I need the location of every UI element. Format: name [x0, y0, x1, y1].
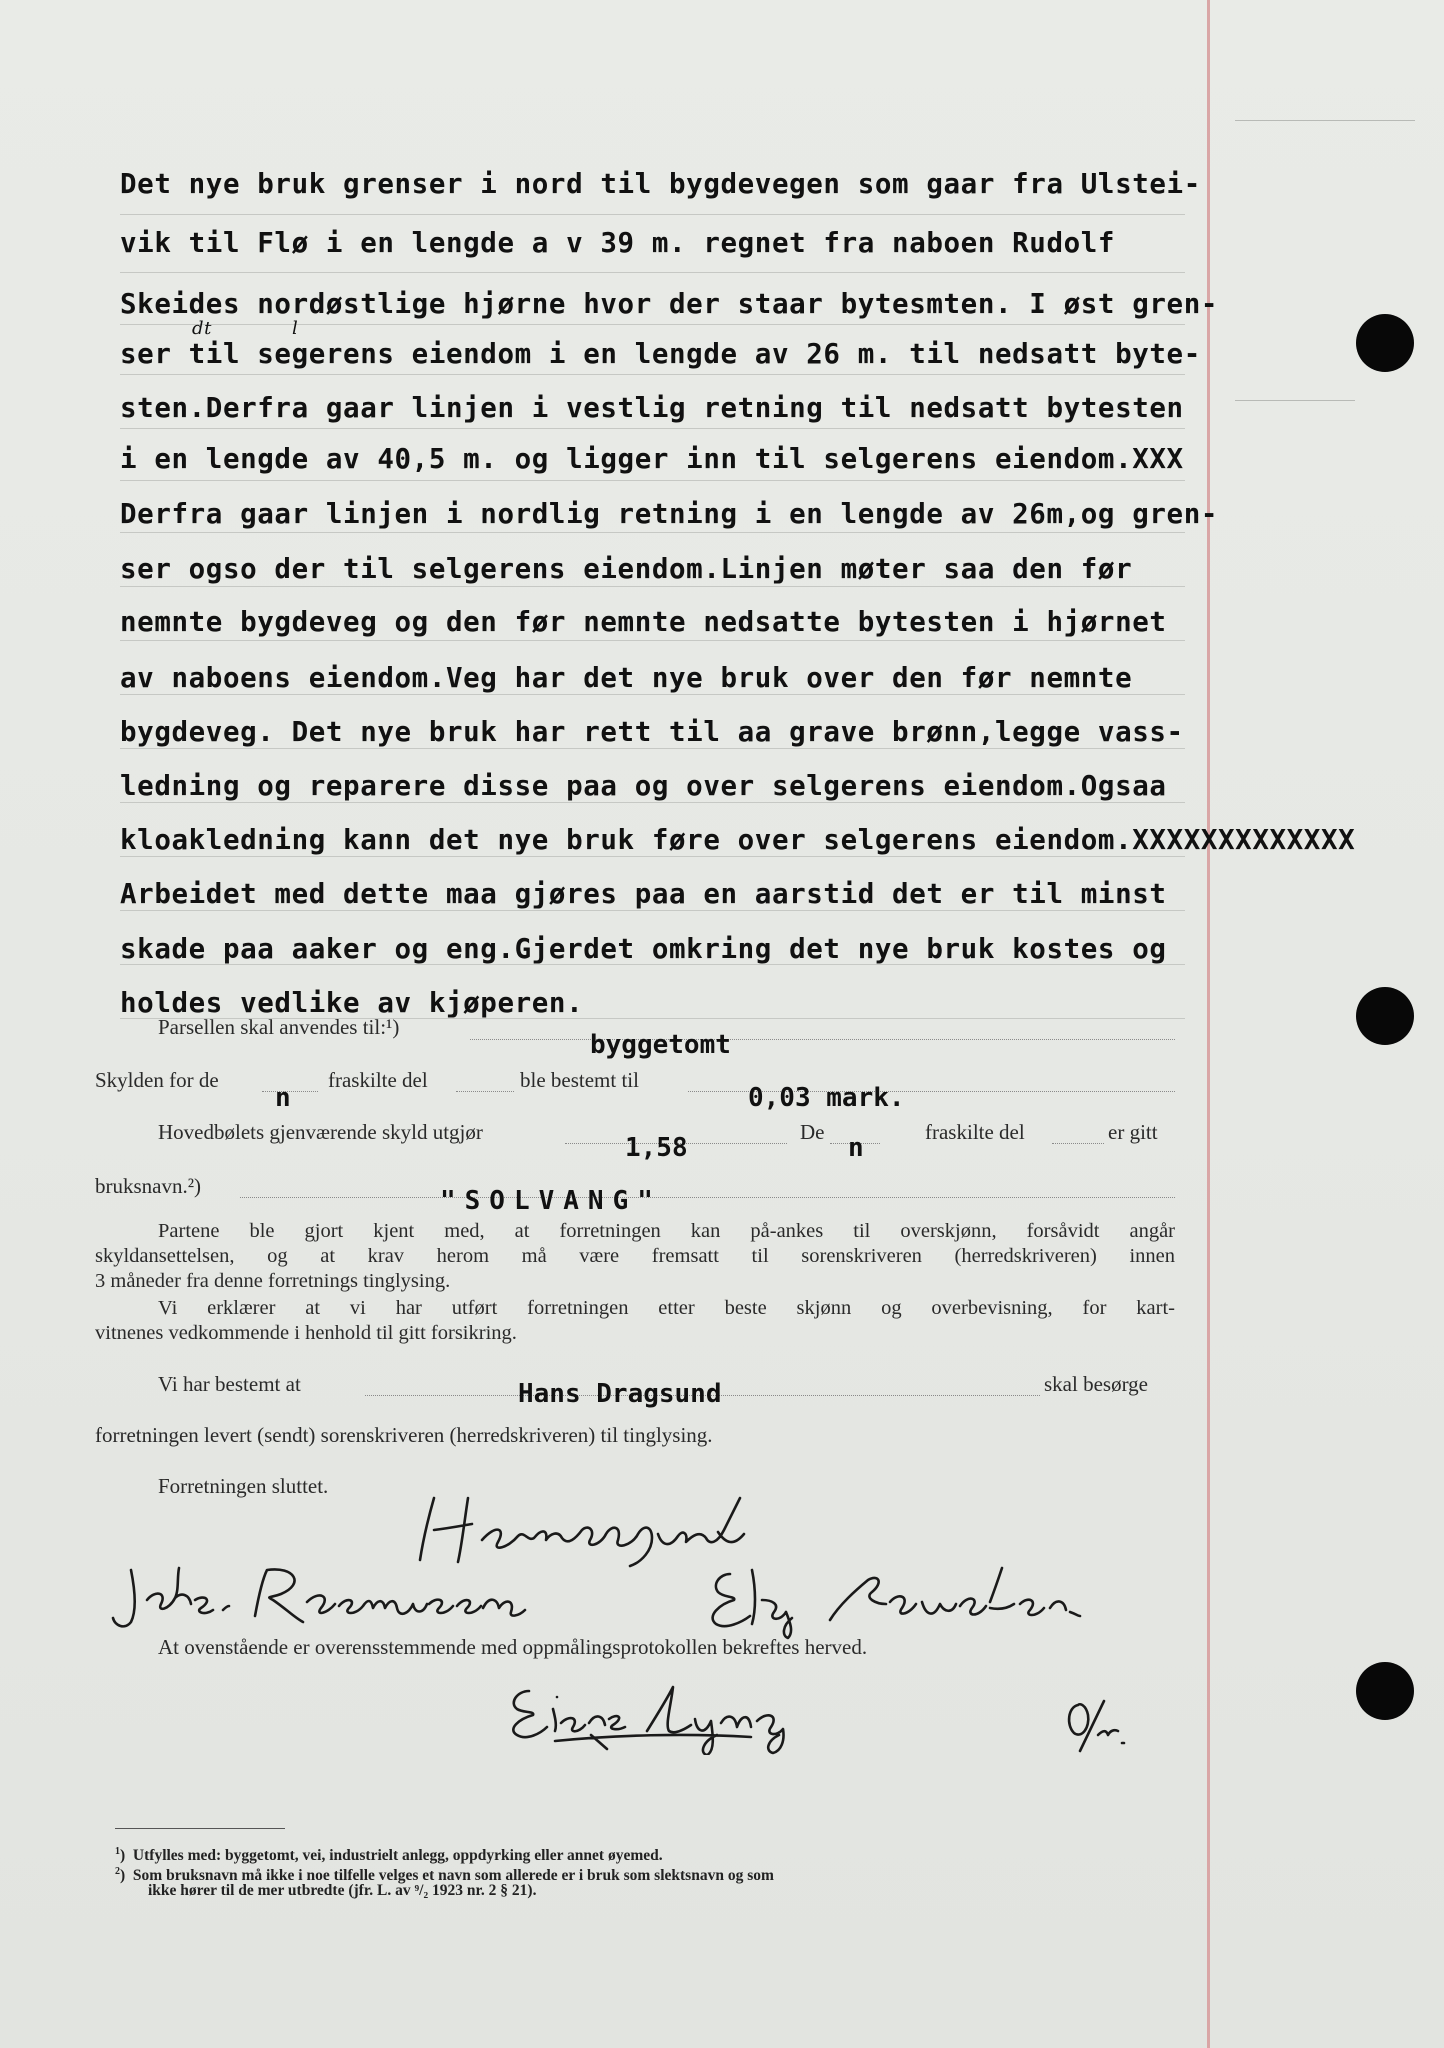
- paragraph-line: 3 måneder fra denne forretnings tinglysing.: [95, 1270, 451, 1292]
- hoved-fraskilte: fraskilte del: [925, 1120, 1025, 1144]
- bestemt-value: Hans Dragsund: [518, 1379, 722, 1409]
- corner-print-mark: [1235, 400, 1355, 415]
- deed-line: ledning og reparere disse paa og over selgerens eiendom.Ogsaa: [120, 770, 1167, 802]
- bruksnavn-value: "SOLVANG": [440, 1186, 662, 1216]
- skylden-n: n: [275, 1083, 291, 1113]
- skylden-prefix: Skylden for de: [95, 1068, 219, 1092]
- punch-hole-top: [1356, 314, 1414, 372]
- dotted-line: [1052, 1143, 1104, 1144]
- footnote-marker: 2: [115, 1866, 120, 1877]
- rule-line: [120, 748, 1185, 749]
- paragraph-line: Partene ble gjort kjent med, at forretningen kan på-ankes til overskjønn, forsåvidt angår: [158, 1220, 1175, 1242]
- corner-print-mark: [1235, 120, 1415, 135]
- deed-line: ser ogso der til selgerens eiendom.Linjen møter saa den før: [120, 553, 1133, 585]
- paragraph-line: skyldansettelsen, og at krav herom må være fremsatt til sorenskriveren (herredskriveren) innen: [95, 1245, 1175, 1267]
- deed-line: sten.Derfra gaar linjen i vestlig retning til nedsatt bytesten: [120, 392, 1184, 424]
- signature-johs-rasmussen: [95, 1560, 595, 1630]
- signature-elz-sauner: [690, 1560, 1160, 1640]
- footnote-text: ikke hører til de mer utbredte (jfr. L. av ⁹/₂ 1923 nr. 2 § 21).: [148, 1882, 537, 1899]
- rule-line: [120, 428, 1185, 429]
- deed-line: Det nye bruk grenser i nord til bygdevegen som gaar fra Ulstei-: [120, 168, 1201, 200]
- parsellen-label: Parsellen skal anvendes til:¹): [158, 1015, 400, 1039]
- punch-hole-bottom: [1356, 1662, 1414, 1720]
- erklaering-paragraph: [95, 1296, 1175, 1346]
- bruksnavn-label: bruksnavn.²): [95, 1174, 202, 1198]
- footnote-2-continued: [148, 1881, 536, 1900]
- footnote-rule: [115, 1828, 285, 1829]
- deed-line: av naboens eiendom.Veg har det nye bruk over den før nemnte: [120, 662, 1133, 694]
- hoved-suffix: er gitt: [1108, 1120, 1158, 1144]
- deed-line: ser til segerens eiendom i en lengde av 26 m. til nedsatt byte-: [120, 338, 1201, 370]
- rule-line: [120, 214, 1185, 215]
- hoved-de: De: [800, 1120, 825, 1144]
- deed-line: i en lengde av 40,5 m. og ligger inn til selgerens eiendom.XXX: [120, 443, 1184, 475]
- skylden-value: 0,03 mark.: [748, 1083, 905, 1113]
- hoved-n: n: [848, 1133, 864, 1163]
- footnote-marker: 1: [115, 1846, 120, 1857]
- rule-line: [120, 532, 1185, 533]
- punch-hole-middle: [1356, 987, 1414, 1045]
- rule-line: [120, 374, 1185, 375]
- footnote-text: Utfylles med: byggetomt, vei, industrielt anlegg, oppdyrking eller annet øyemed.: [132, 1847, 663, 1865]
- deed-line: nemnte bygdeveg og den før nemnte nedsatte bytesten i hjørnet: [120, 606, 1167, 638]
- deed-line: kloakledning kann det nye bruk føre over selgerens eiendom.XXXXXXXXXXXXX: [120, 824, 1356, 856]
- partene-paragraph: [95, 1219, 1175, 1294]
- signature-hans-dragsund: [400, 1490, 940, 1570]
- bekreftes-line: At ovenstående er overensstemmende med oppmålingsprotokollen bekreftes herved.: [158, 1635, 868, 1659]
- dotted-line: [470, 1039, 1175, 1040]
- rule-line: [120, 856, 1185, 857]
- signature-eiers-lyng: [495, 1675, 835, 1755]
- handwritten-insertion: dt: [192, 318, 212, 339]
- paragraph-line: Vi erklærer at vi har utført forretningen etter beste skjønn og overbevisning, for kart-: [158, 1297, 1175, 1319]
- footnote-2: $^2$) Som bruksnavn må ikke i noe tilfelle velges et navn som allerede er i bruk som slektsnavn og som: [115, 1866, 774, 1885]
- deed-line: bygdeveg. Det nye bruk har rett til aa grave brønn,legge vass-: [120, 716, 1184, 748]
- dotted-line: [240, 1197, 1175, 1198]
- rule-line: [120, 802, 1185, 803]
- deed-line: holdes vedlike av kjøperen.: [120, 987, 584, 1019]
- rule-line: [120, 272, 1185, 273]
- paragraph-line: vitnenes vedkommende i henhold til gitt forsikring.: [95, 1322, 517, 1344]
- hoved-value: 1,58: [625, 1133, 688, 1163]
- rule-line: [120, 480, 1185, 481]
- rule-line: [120, 324, 1185, 325]
- rule-line: [120, 910, 1185, 911]
- deed-line: Arbeidet med dette maa gjøres paa en aarstid det er til minst: [120, 878, 1167, 910]
- bestemt-suffix: skal besørge: [1044, 1372, 1149, 1396]
- parsellen-value: byggetomt: [590, 1030, 731, 1060]
- footnote-1: $^1$) Utfylles med: byggetomt, vei, industrielt anlegg, oppdyrking eller annet øyemed.: [115, 1846, 663, 1865]
- deed-line: Skeides nordøstlige hjørne hvor der staar bytesmten. I øst gren-: [120, 288, 1219, 320]
- footnote-text: Som bruksnavn må ikke i noe tilfelle velges et navn som allerede er i bruk som slektsnavn og som: [132, 1867, 774, 1885]
- rule-line: [120, 694, 1185, 695]
- rule-line: [120, 586, 1185, 587]
- deed-line: vik til Flø i en lengde a v 39 m. regnet fra naboen Rudolf: [120, 227, 1116, 259]
- sluttet-label: Forretningen sluttet.: [158, 1474, 329, 1498]
- dotted-line: [456, 1091, 514, 1092]
- skylden-suffix: ble bestemt til: [520, 1068, 639, 1092]
- deed-line: Derfra gaar linjen i nordlig retning i en lengde av 26m,og gren-: [120, 498, 1219, 530]
- rule-line: [120, 640, 1185, 641]
- bestemt-prefix: Vi har bestemt at: [158, 1372, 301, 1396]
- handwritten-insertion: l: [292, 318, 299, 339]
- deed-line: skade paa aaker og eng.Gjerdet omkring det nye bruk kostes og: [120, 933, 1167, 965]
- hoved-label: Hovedbølets gjenværende skyld utgjør: [158, 1120, 483, 1144]
- signature-or-initials: [1060, 1695, 1130, 1755]
- skylden-mid: fraskilte del: [328, 1068, 428, 1092]
- levert-line: forretningen levert (sendt) sorenskriveren (herredskriveren) til tinglysing.: [95, 1423, 713, 1447]
